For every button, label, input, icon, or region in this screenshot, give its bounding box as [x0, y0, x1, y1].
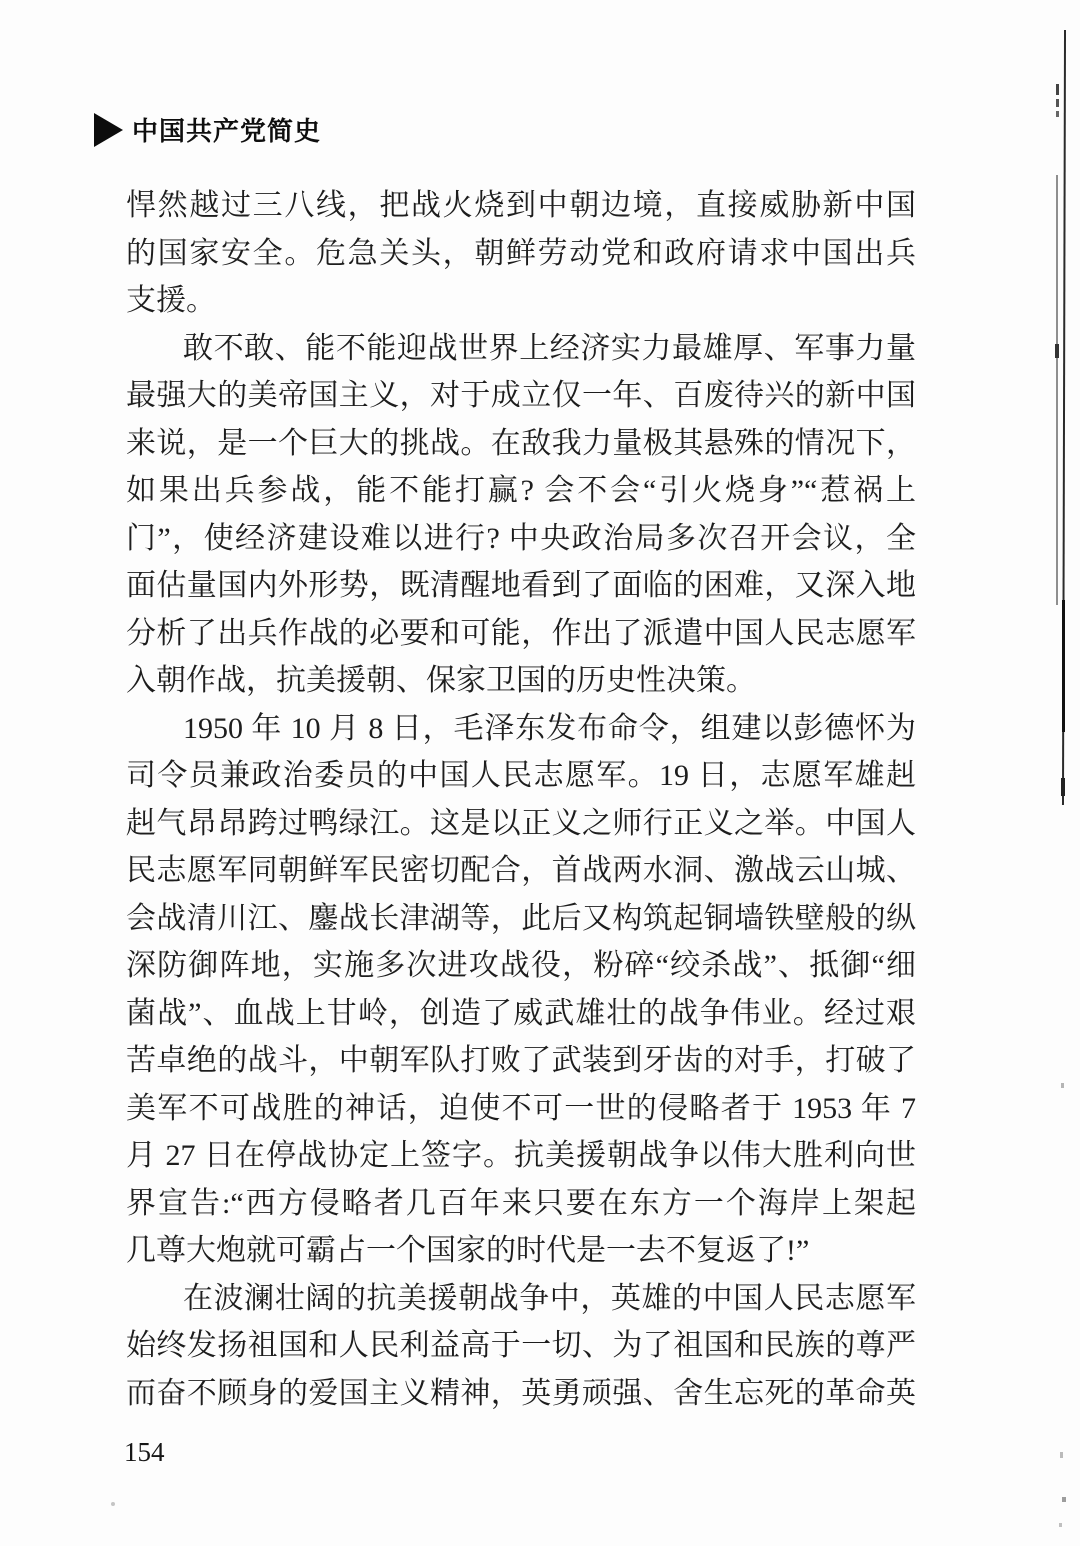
text-line: 在波澜壮阔的抗美援朝战争中，英雄的中国人民志愿军 [183, 1281, 916, 1315]
scan-artifact-mark [1056, 99, 1059, 107]
text-line: 始终发扬祖国和人民利益高于一切、为了祖国和民族的尊严 [126, 1329, 916, 1362]
text-line: 民志愿军同朝鲜军民密切配合，首战两水洞、激战云山城、 [126, 854, 916, 887]
text-line: 赳气昂昂跨过鸭绿江。这是以正义之师行正义之举。中国人 [126, 806, 916, 840]
text-line: 苦卓绝的战斗，中朝军队打败了武装到牙齿的对手，打破了 [126, 1044, 916, 1077]
text-line: 深防御阵地，实施多次进攻战役，粉碎“绞杀战”、抵御“细 [126, 949, 916, 982]
triangle-marker-icon [94, 113, 123, 147]
text-line: 美军不可战胜的神话，迫使不可一世的侵略者于 1953 年 7 [126, 1091, 916, 1125]
scan-artifact-speckle [111, 1502, 115, 1506]
text-line: 如果出兵参战，能不能打赢? 会不会“引火烧身”“惹祸上 [126, 474, 916, 507]
running-header [94, 111, 321, 148]
scan-artifact-mark [1061, 778, 1065, 796]
text-line: 门”，使经济建设难以进行? 中央政治局多次召开会议，全 [126, 521, 916, 555]
text-line: 的国家安全。危急关头，朝鲜劳动党和政府请求中国出兵 [126, 236, 916, 270]
scan-artifact-speckle [1061, 1083, 1064, 1088]
text-line: 界宣告:“西方侵略者几百年来只要在东方一个海岸上架起 [126, 1186, 916, 1220]
text-line: 支援。 [126, 284, 216, 317]
text-line: 悍然越过三八线，把战火烧到中朝边境，直接威胁新中国 [126, 189, 916, 222]
text-line: 1950 年 10 月 8 日，毛泽东发布命令，组建以彭德怀为 [183, 711, 916, 745]
book-title: 中国共产党简史 [132, 116, 322, 146]
scan-artifact-mark [1055, 344, 1059, 358]
text-line: 来说，是一个巨大的挑战。在敌我力量极其悬殊的情况下， [126, 426, 916, 460]
text-line: 几尊大炮就可霸占一个国家的时代是一去不复返了!” [126, 1234, 810, 1267]
scan-artifact-mark [1056, 111, 1059, 117]
text-line: 月 27 日在停战协定上签字。抗美援朝战争以伟大胜利向世 [126, 1139, 916, 1172]
scan-artifact-line [1056, 175, 1058, 605]
text-line: 分析了出兵作战的必要和可能，作出了派遣中国人民志愿军 [126, 616, 916, 650]
page-body [126, 182, 916, 1417]
text-line: 而奋不顾身的爱国主义精神，英勇顽强、舍生忘死的革命英 [126, 1376, 916, 1410]
page-number: 154 [124, 1437, 165, 1467]
scan-artifact-speckle [1060, 1452, 1063, 1458]
scan-artifact-line [1062, 600, 1065, 732]
text-line: 菌战”、血战上甘岭，创造了威武雄壮的战争伟业。经过艰 [126, 996, 916, 1030]
scan-artifact-mark [1056, 84, 1059, 95]
scan-artifact-speckle [1059, 1523, 1062, 1527]
scan-artifact-speckle [1062, 1497, 1066, 1502]
text-line: 面估量国内外形势，既清醒地看到了面临的困难，又深入地 [126, 569, 916, 602]
text-line: 敢不敢、能不能迎战世界上经济实力最雄厚、军事力量 [183, 331, 916, 365]
text-line: 会战清川江、鏖战长津湖等，此后又构筑起铜墙铁壁般的纵 [126, 901, 916, 935]
text-line: 司令员兼政治委员的中国人民志愿军。19 日，志愿军雄赳 [126, 759, 916, 792]
text-line: 入朝作战，抗美援朝、保家卫国的历史性决策。 [126, 664, 756, 697]
text-line: 最强大的美帝国主义，对于成立仅一年、百废待兴的新中国 [126, 379, 916, 412]
